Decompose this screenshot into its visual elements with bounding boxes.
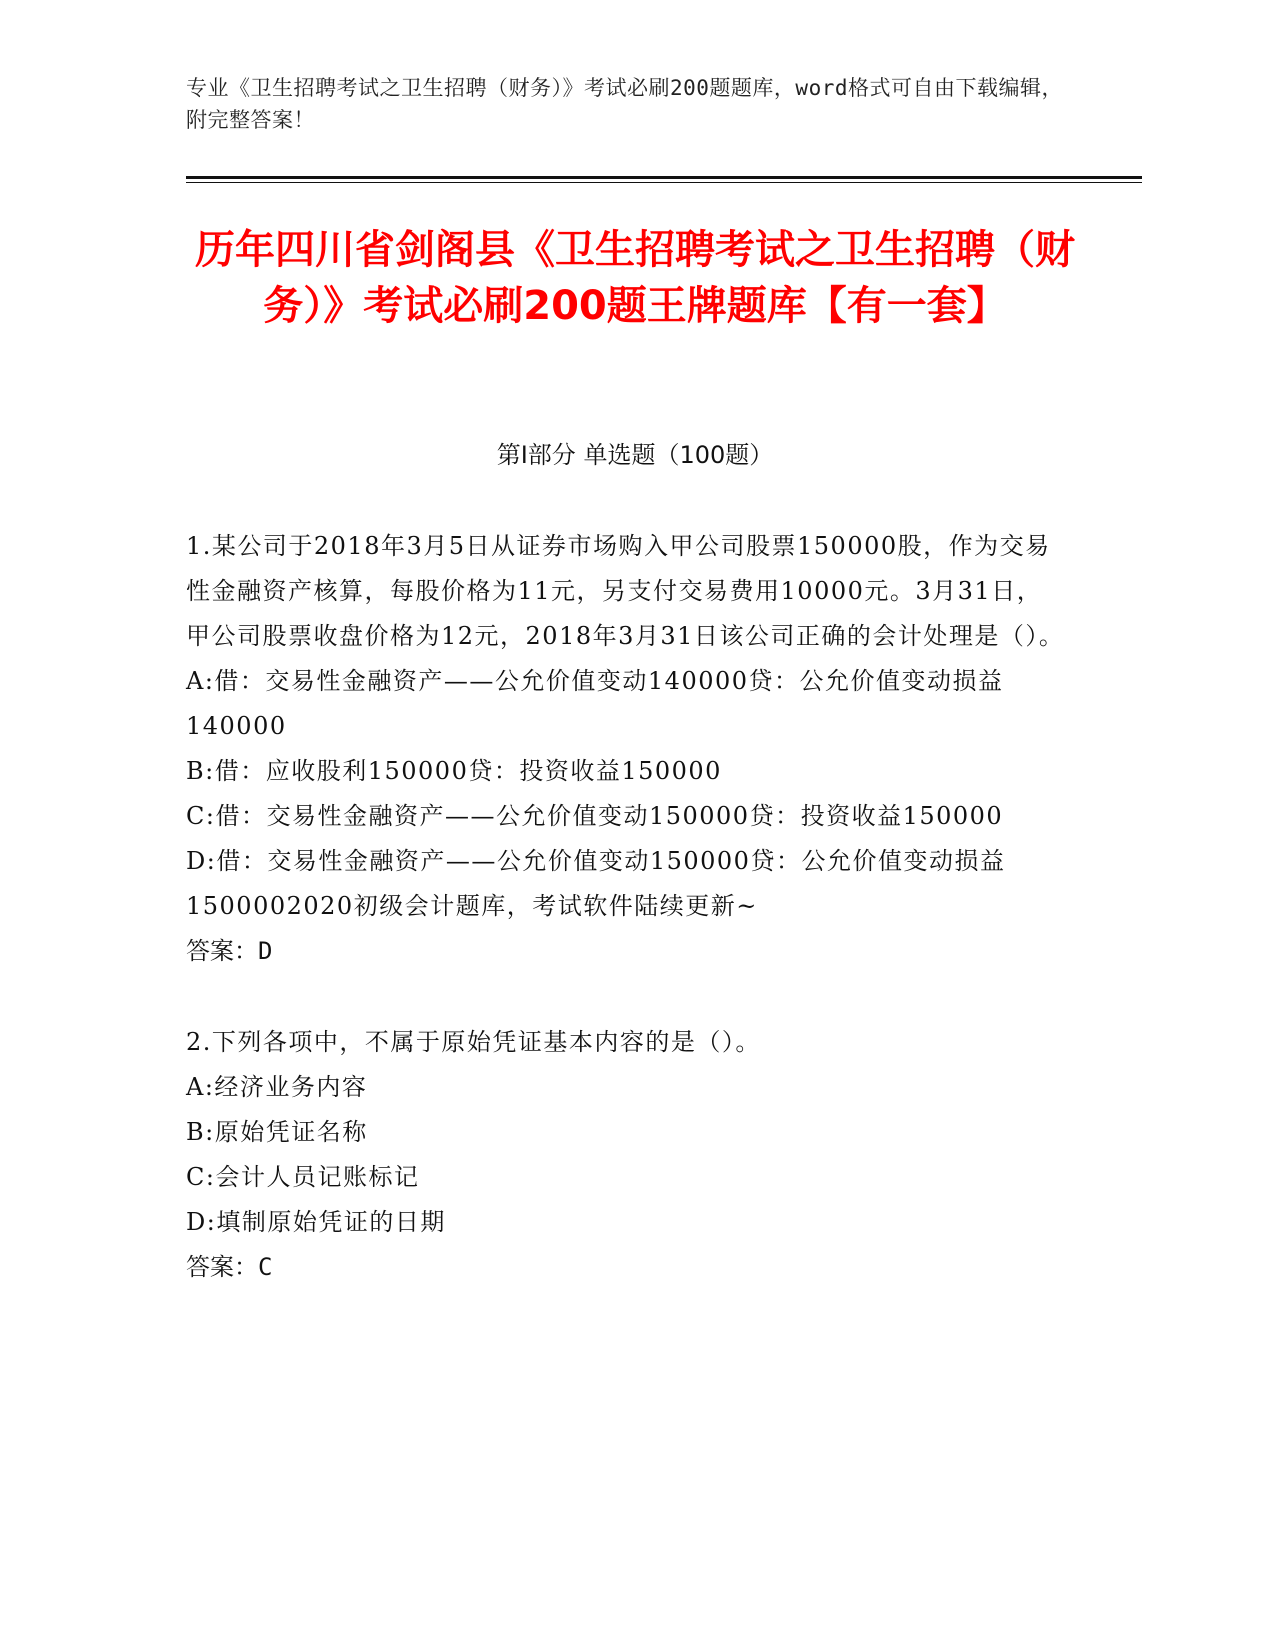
section-heading: 第Ⅰ部分 单选题（100题） — [496, 441, 774, 469]
question-list — [186, 524, 1066, 1336]
option-b: B:原始凭证名称 — [186, 1118, 368, 1146]
document-title: 历年四川省剑阁县《卫生招聘考试之卫生招聘（财务）》考试必刷200题王牌题库【有一套】 — [195, 227, 1075, 329]
question-2 — [186, 1020, 1066, 1290]
option-c: C:会计人员记账标记 — [186, 1163, 420, 1191]
question-stem: 2.下列各项中，不属于原始凭证基本内容的是（）。 — [186, 1028, 761, 1056]
question-stem: 1.某公司于2018年3月5日从证券市场购入甲公司股票150000股，作为交易性金融资产核算，每股价格为11元，另支付交易费用10000元。3月31日，甲公司股票收盘价格为12元，2018年3月31日该公司正确的会计处理是（）。 — [186, 532, 1065, 650]
header-note: 专业《卫生招聘考试之卫生招聘（财务）》考试必刷200题题库，word格式可自由下载编辑，附完整答案！ — [186, 76, 1063, 132]
question-1 — [186, 524, 1066, 974]
answer-label: 答案：C — [186, 1253, 273, 1281]
header-divider-thin — [186, 182, 1142, 183]
option-d: D:填制原始凭证的日期 — [186, 1208, 446, 1236]
header-divider-thick — [186, 176, 1142, 179]
option-d: D:借：交易性金融资产——公允价值变动150000贷：公允价值变动损益1500002020初级会计题库，考试软件陆续更新~ — [186, 847, 1006, 920]
answer-label: 答案：D — [186, 937, 273, 965]
option-b: B:借：应收股利150000贷：投资收益150000 — [186, 757, 722, 785]
option-a: A:借：交易性金融资产——公允价值变动140000贷：公允价值变动损益140000 — [186, 667, 1004, 740]
option-a: A:经济业务内容 — [186, 1073, 368, 1101]
option-c: C:借：交易性金融资产——公允价值变动150000贷：投资收益150000 — [186, 802, 1004, 830]
